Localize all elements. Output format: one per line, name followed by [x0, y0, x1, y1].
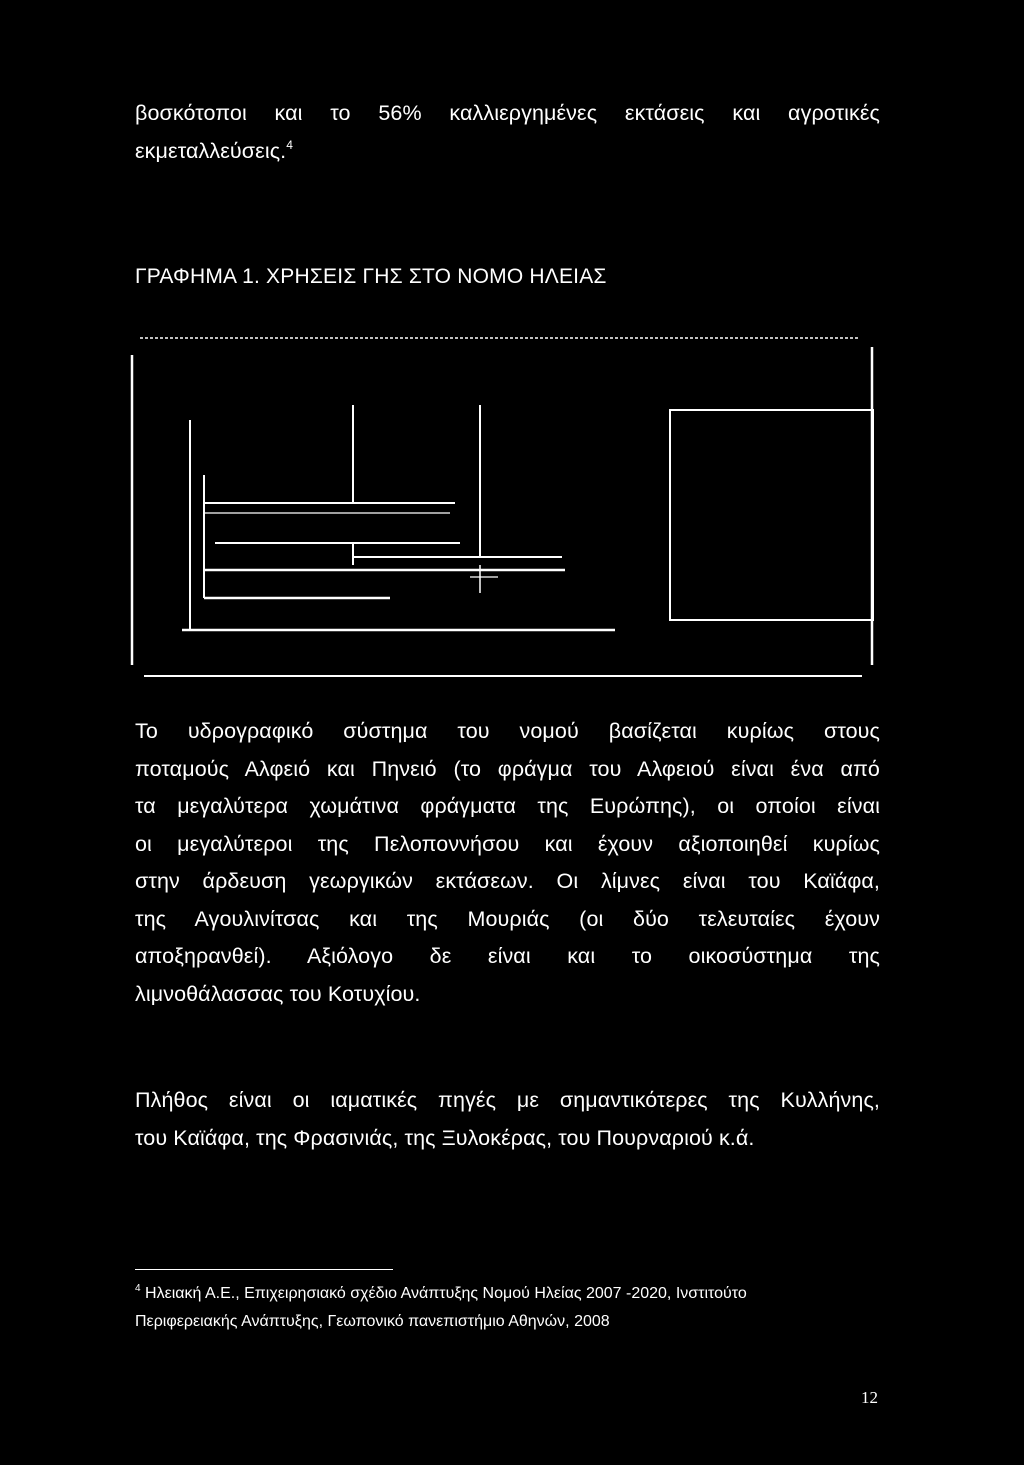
hydrography-paragraph: [135, 713, 880, 1013]
page-number: 12: [861, 1388, 878, 1407]
footnote-line-1-text: Ηλειακή Α.Ε., Επιχειρησιακό σχέδιο Ανάπτυξης Νομού Ηλείας 2007 -2020, Ινστιτούτο: [140, 1285, 747, 1302]
springs-paragraph: [135, 1082, 880, 1157]
footnote-marker: 4: [135, 1283, 141, 1294]
land-use-chart-figure: [120, 325, 890, 690]
intro-line-2: [135, 133, 880, 171]
chart-title: ΓΡΑΦΗΜΑ 1. ΧΡΗΣΕΙΣ ΓΗΣ ΣΤΟ ΝΟΜΟ ΗΛΕΙΑΣ: [135, 265, 607, 288]
hydro-line-8: λιμνοθάλασσας του Κοτυχίου.: [135, 981, 421, 1006]
hydro-line-5: στην άρδευση γεωργικών εκτάσεων. Οι λίμνες είναι του Καϊάφα,: [135, 869, 880, 893]
springs-line-1: Πλήθος είναι οι ιαματικές πηγές με σημαντικότερες της Κυλλήνης,: [135, 1088, 880, 1112]
footnote-reference: 4: [286, 137, 294, 152]
hydro-line-6: της Αγουλινίτσας και της Μουριάς (οι δύο τελευταίες έχουν: [135, 906, 880, 931]
legend-box: [670, 410, 873, 620]
hydro-line-4: οι μεγαλύτεροι της Πελοποννήσου και έχουν αξιοποιηθεί κυρίως: [135, 831, 880, 856]
footnote-divider: [135, 1269, 393, 1270]
footnote-line-1: [135, 1280, 885, 1308]
hydro-line-2: ποταμούς Αλφειό και Πηνειό (το φράγμα του Αλφειού είναι ένα από: [135, 756, 880, 781]
intro-line-2-text: εκμεταλλεύσεις.: [135, 138, 287, 163]
hydro-line-7: αποξηρανθεί). Αξιόλογο δε είναι και το οικοσύστημα της: [135, 944, 880, 968]
hydro-line-1: Το υδρογραφικό σύστημα του νομού βασίζεται κυρίως στους: [135, 719, 880, 743]
footnote-line-2: Περιφερειακής Ανάπτυξης, Γεωπονικό πανεπιστήμιο Αθηνών, 2008: [135, 1313, 610, 1330]
footnote: [135, 1280, 885, 1336]
hydro-line-3: τα μεγαλύτερα χωμάτινα φράγματα της Ευρώπης), οι οποίοι είναι: [135, 794, 880, 818]
springs-line-2: του Καϊάφα, της Φρασινιάς, της Ξυλοκέρας, του Πουρναριού κ.ά.: [135, 1125, 755, 1150]
intro-paragraph: [135, 95, 880, 170]
intro-line-1: βοσκότοποι και το 56% καλλιεργημένες εκτάσεις και αγροτικές: [135, 101, 880, 125]
